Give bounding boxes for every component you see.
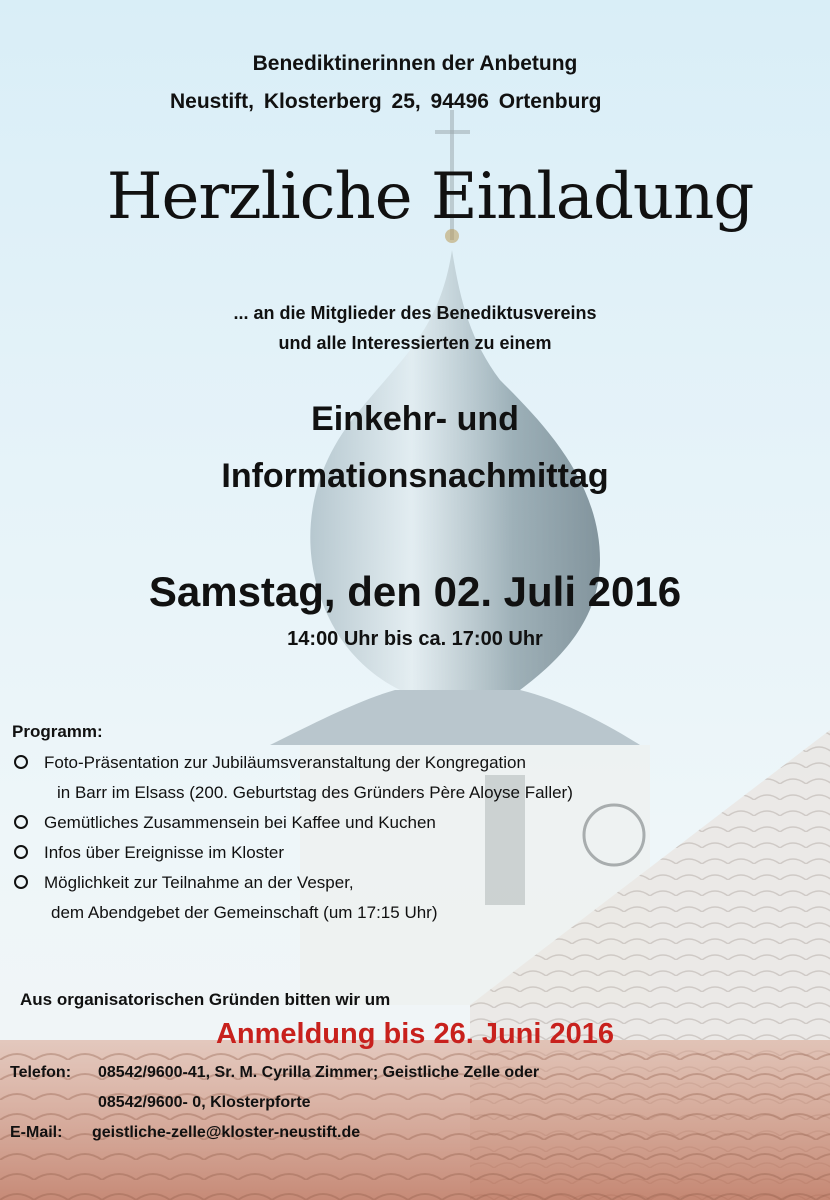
event-title-line-1: Einkehr- und <box>311 400 519 438</box>
bullet-circle-icon <box>14 875 28 889</box>
organization-address: Neustift, Klosterberg 25, 94496 Ortenburg <box>170 90 602 113</box>
bullet-circle-icon <box>14 815 28 829</box>
phone-line-1: 08542/9600-41, Sr. M. Cyrilla Zimmer; Geistliche Zelle oder <box>98 1064 540 1081</box>
event-date: Samstag, den 02. Juli 2016 <box>148 568 682 615</box>
registration-deadline: Anmeldung bis 26. Juni 2016 <box>215 1018 615 1050</box>
bullet-circle-icon <box>14 755 28 769</box>
organization-name: Benediktinerinnen der Anbetung <box>252 52 578 75</box>
program-item <box>14 843 284 863</box>
program-item-continuation: in Barr im Elsass (200. Geburtstag des Gründers Père Aloyse Faller) <box>57 783 573 802</box>
intro-line-1: ... an die Mitglieder des Benediktusvereins <box>233 303 597 323</box>
event-time: 14:00 Uhr bis ca. 17:00 Uhr <box>287 628 543 650</box>
registration-note: Aus organisatorischen Gründen bitten wir um <box>20 990 391 1009</box>
program-item-continuation: dem Abendgebet der Gemeinschaft (um 17:15 Uhr) <box>51 903 438 922</box>
program-heading: Programm: <box>12 722 103 741</box>
program-item-text: Möglichkeit zur Teilnahme an der Vesper, <box>44 873 354 892</box>
program-item-text: Gemütliches Zusammensein bei Kaffee und Kuchen <box>44 813 436 832</box>
email-label: E-Mail: <box>10 1124 63 1141</box>
program-item-text: Infos über Ereignisse im Kloster <box>44 843 284 862</box>
program-item <box>14 753 526 773</box>
phone-label: Telefon: <box>10 1064 72 1081</box>
phone-line-2: 08542/9600- 0, Klosterpforte <box>98 1094 311 1111</box>
program-item <box>14 873 354 893</box>
event-title-line-2: Informationsnachmittag <box>221 457 609 495</box>
program-item-text: Foto-Präsentation zur Jubiläumsveranstaltung der Kongregation <box>44 753 526 772</box>
intro-line-2: und alle Interessierten zu einem <box>278 333 552 353</box>
bullet-circle-icon <box>14 845 28 859</box>
program-item <box>14 813 436 833</box>
email-address: geistliche-zelle@kloster-neustift.de <box>92 1124 361 1141</box>
page-title: Herzliche Einladung <box>106 160 754 234</box>
